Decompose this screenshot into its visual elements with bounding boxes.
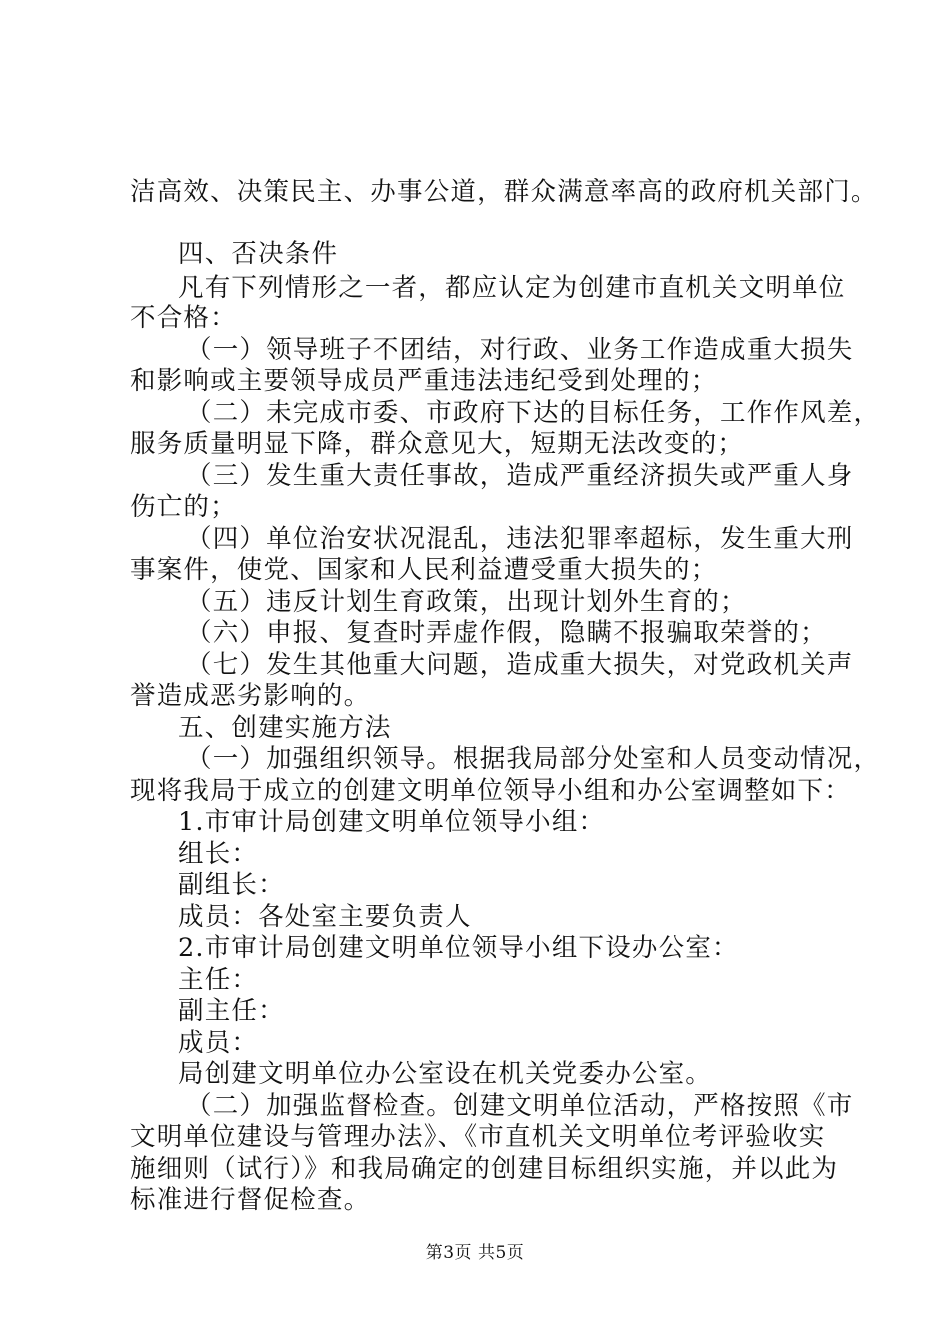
list-item: 2.市审计局创建文明单位领导小组下设办公室： — [178, 933, 739, 963]
list-item: （六）申报、复查时弄虚作假，隐瞒不报骗取荣誉的； — [186, 618, 827, 648]
body-text-line: 不合格： — [130, 303, 237, 333]
body-text-line: 伤亡的； — [130, 492, 237, 522]
body-text-line: 副主任： — [178, 996, 285, 1026]
body-text-line: 和影响或主要领导成员严重违法违纪受到处理的； — [130, 366, 718, 396]
body-text-line: 事案件，使党、国家和人民利益遭受重大损失的； — [130, 555, 718, 585]
body-text-line: 凡有下列情形之一者，都应认定为创建市直机关文明单位 — [178, 273, 846, 303]
section-heading: 四、否决条件 — [178, 239, 339, 269]
list-item: （五）违反计划生育政策，出现计划外生育的； — [186, 587, 747, 617]
body-text-line: 文明单位建设与管理办法》、《市直机关文明单位考评验收实 — [130, 1122, 826, 1152]
list-item: 1.市审计局创建文明单位领导小组： — [178, 807, 606, 837]
body-text-line: 成员：各处室主要负责人 — [178, 902, 472, 932]
body-text-line: 服务质量明显下降，群众意见大，短期无法改变的； — [130, 429, 745, 459]
section-heading: 五、创建实施方法 — [178, 713, 392, 743]
list-item: （三）发生重大责任事故，造成严重经济损失或严重人身 — [186, 461, 854, 491]
list-item: （一）加强组织领导。根据我局部分处室和人员变动情况， — [186, 744, 881, 774]
body-text-line: 标准进行督促检查。 — [130, 1185, 371, 1215]
list-item: （一）领导班子不团结，对行政、业务工作造成重大损失 — [186, 335, 854, 365]
list-item: （七）发生其他重大问题，造成重大损失，对党政机关声 — [186, 650, 854, 680]
page-number-footer: 第3页 共5页 — [425, 1243, 525, 1263]
list-item: （二）未完成市委、市政府下达的目标任务，工作作风差， — [186, 398, 881, 428]
body-text-line: 誉造成恶劣影响的。 — [130, 681, 371, 711]
body-text-line: 现将我局于成立的创建文明单位领导小组和办公室调整如下： — [130, 776, 851, 806]
body-text-line: 局创建文明单位办公室设在机关党委办公室。 — [178, 1059, 713, 1089]
body-text-line: 施细则（试行）》和我局确定的创建目标组织实施，并以此为 — [130, 1154, 839, 1184]
body-text-line: 副组长： — [178, 870, 285, 900]
list-item: （四）单位治安状况混乱，违法犯罪率超标，发生重大刑 — [186, 524, 854, 554]
body-text-line: 主任： — [178, 965, 259, 995]
body-text-line: 成员： — [178, 1028, 259, 1058]
body-text-line: 洁高效、决策民主、办事公道，群众满意率高的政府机关部门。 — [130, 177, 878, 207]
body-text-line: 组长： — [178, 839, 259, 869]
list-item: （二）加强监督检查。创建文明单位活动，严格按照《市 — [186, 1091, 854, 1121]
